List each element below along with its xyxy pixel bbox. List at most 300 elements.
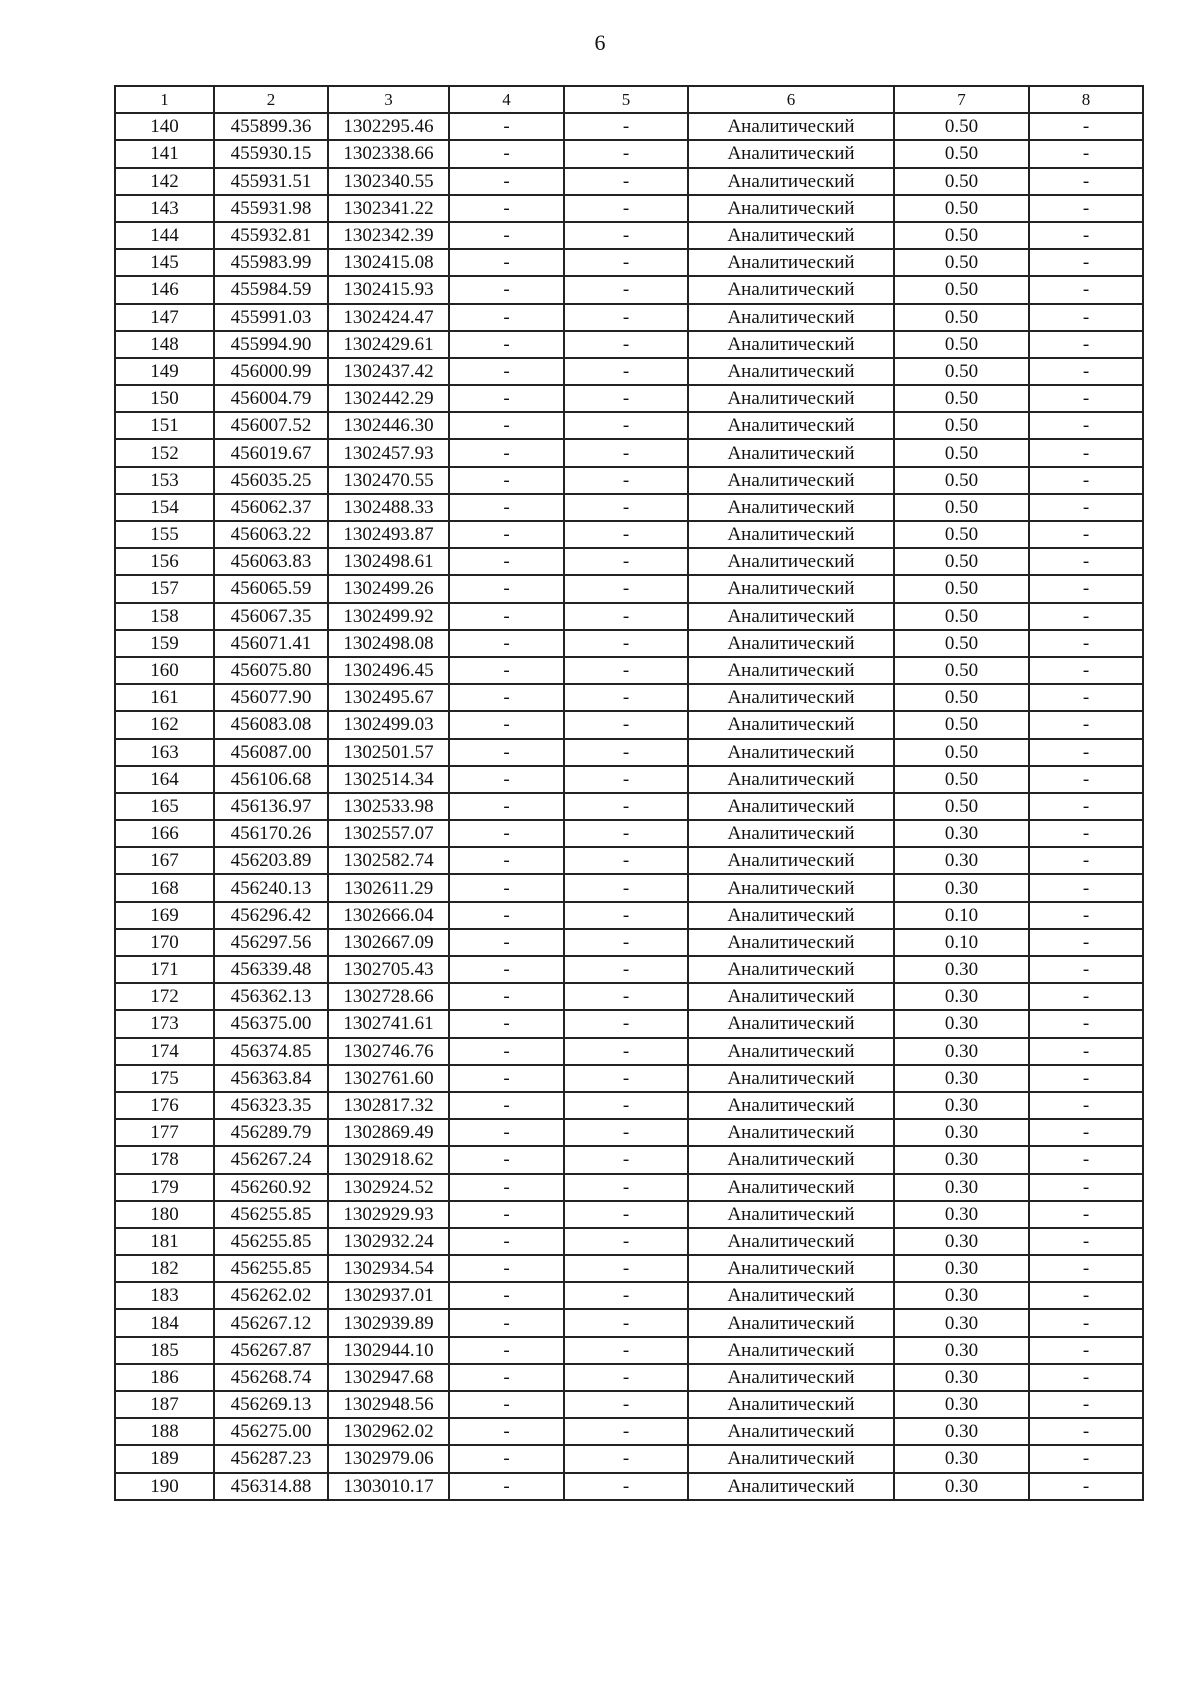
point-number-cell: 143 xyxy=(115,195,214,222)
col8-cell: - xyxy=(1029,1146,1143,1173)
table-row xyxy=(115,521,1143,548)
table-row xyxy=(115,711,1143,738)
point-number-cell: 158 xyxy=(115,603,214,630)
point-number-cell: 154 xyxy=(115,494,214,521)
y-coordinate-cell: 1302761.60 xyxy=(328,1065,449,1092)
col4-cell: - xyxy=(449,168,564,195)
accuracy-cell: 0.50 xyxy=(894,195,1029,222)
accuracy-cell: 0.30 xyxy=(894,1337,1029,1364)
method-cell: Аналитический xyxy=(688,1038,894,1065)
col4-cell: - xyxy=(449,1445,564,1472)
y-coordinate-cell: 1302457.93 xyxy=(328,439,449,466)
method-cell: Аналитический xyxy=(688,1092,894,1119)
point-number-cell: 172 xyxy=(115,983,214,1010)
col8-cell: - xyxy=(1029,168,1143,195)
y-coordinate-cell: 1302499.92 xyxy=(328,603,449,630)
col8-cell: - xyxy=(1029,956,1143,983)
x-coordinate-cell: 456268.74 xyxy=(214,1364,328,1391)
col4-cell: - xyxy=(449,1228,564,1255)
point-number-cell: 183 xyxy=(115,1282,214,1309)
table-row xyxy=(115,1391,1143,1418)
accuracy-cell: 0.50 xyxy=(894,766,1029,793)
accuracy-cell: 0.30 xyxy=(894,874,1029,901)
y-coordinate-cell: 1303010.17 xyxy=(328,1473,449,1500)
accuracy-cell: 0.30 xyxy=(894,956,1029,983)
x-coordinate-cell: 456106.68 xyxy=(214,766,328,793)
method-cell: Аналитический xyxy=(688,766,894,793)
x-coordinate-cell: 456170.26 xyxy=(214,820,328,847)
point-number-cell: 153 xyxy=(115,467,214,494)
point-number-cell: 190 xyxy=(115,1473,214,1500)
accuracy-cell: 0.50 xyxy=(894,412,1029,439)
method-cell: Аналитический xyxy=(688,140,894,167)
col5-cell: - xyxy=(564,1364,688,1391)
col5-cell: - xyxy=(564,1473,688,1500)
table-row xyxy=(115,1337,1143,1364)
col4-cell: - xyxy=(449,467,564,494)
col5-cell: - xyxy=(564,766,688,793)
col4-cell: - xyxy=(449,983,564,1010)
col4-cell: - xyxy=(449,1282,564,1309)
col5-cell: - xyxy=(564,1010,688,1037)
point-number-cell: 178 xyxy=(115,1146,214,1173)
col4-cell: - xyxy=(449,1092,564,1119)
accuracy-cell: 0.30 xyxy=(894,1391,1029,1418)
y-coordinate-cell: 1302501.57 xyxy=(328,739,449,766)
col5-cell: - xyxy=(564,358,688,385)
point-number-cell: 189 xyxy=(115,1445,214,1472)
col5-cell: - xyxy=(564,1445,688,1472)
col8-cell: - xyxy=(1029,1418,1143,1445)
x-coordinate-cell: 456000.99 xyxy=(214,358,328,385)
table-row xyxy=(115,1445,1143,1472)
table-row xyxy=(115,358,1143,385)
point-number-cell: 148 xyxy=(115,331,214,358)
column-header-7: 7 xyxy=(894,86,1029,113)
point-number-cell: 180 xyxy=(115,1201,214,1228)
col5-cell: - xyxy=(564,711,688,738)
col8-cell: - xyxy=(1029,195,1143,222)
method-cell: Аналитический xyxy=(688,1418,894,1445)
table-row xyxy=(115,739,1143,766)
col8-cell: - xyxy=(1029,1255,1143,1282)
method-cell: Аналитический xyxy=(688,684,894,711)
col4-cell: - xyxy=(449,902,564,929)
col5-cell: - xyxy=(564,1309,688,1336)
col5-cell: - xyxy=(564,603,688,630)
x-coordinate-cell: 456077.90 xyxy=(214,684,328,711)
method-cell: Аналитический xyxy=(688,521,894,548)
x-coordinate-cell: 456267.12 xyxy=(214,1309,328,1336)
accuracy-cell: 0.50 xyxy=(894,711,1029,738)
col4-cell: - xyxy=(449,766,564,793)
x-coordinate-cell: 456260.92 xyxy=(214,1174,328,1201)
point-number-cell: 159 xyxy=(115,630,214,657)
col5-cell: - xyxy=(564,1174,688,1201)
col8-cell: - xyxy=(1029,766,1143,793)
point-number-cell: 144 xyxy=(115,222,214,249)
method-cell: Аналитический xyxy=(688,1309,894,1336)
x-coordinate-cell: 455983.99 xyxy=(214,249,328,276)
x-coordinate-cell: 456075.80 xyxy=(214,657,328,684)
col5-cell: - xyxy=(564,548,688,575)
point-number-cell: 141 xyxy=(115,140,214,167)
method-cell: Аналитический xyxy=(688,657,894,684)
col8-cell: - xyxy=(1029,304,1143,331)
column-header-5: 5 xyxy=(564,86,688,113)
col4-cell: - xyxy=(449,1201,564,1228)
col8-cell: - xyxy=(1029,1228,1143,1255)
method-cell: Аналитический xyxy=(688,195,894,222)
x-coordinate-cell: 456067.35 xyxy=(214,603,328,630)
col4-cell: - xyxy=(449,603,564,630)
table-row xyxy=(115,1174,1143,1201)
y-coordinate-cell: 1302340.55 xyxy=(328,168,449,195)
col4-cell: - xyxy=(449,847,564,874)
col5-cell: - xyxy=(564,439,688,466)
y-coordinate-cell: 1302295.46 xyxy=(328,113,449,140)
col4-cell: - xyxy=(449,1473,564,1500)
col8-cell: - xyxy=(1029,358,1143,385)
x-coordinate-cell: 455994.90 xyxy=(214,331,328,358)
y-coordinate-cell: 1302746.76 xyxy=(328,1038,449,1065)
x-coordinate-cell: 456063.22 xyxy=(214,521,328,548)
col8-cell: - xyxy=(1029,113,1143,140)
x-coordinate-cell: 456262.02 xyxy=(214,1282,328,1309)
col5-cell: - xyxy=(564,929,688,956)
accuracy-cell: 0.50 xyxy=(894,630,1029,657)
method-cell: Аналитический xyxy=(688,494,894,521)
point-number-cell: 162 xyxy=(115,711,214,738)
y-coordinate-cell: 1302924.52 xyxy=(328,1174,449,1201)
col4-cell: - xyxy=(449,1255,564,1282)
y-coordinate-cell: 1302470.55 xyxy=(328,467,449,494)
col5-cell: - xyxy=(564,412,688,439)
accuracy-cell: 0.30 xyxy=(894,1228,1029,1255)
point-number-cell: 160 xyxy=(115,657,214,684)
col5-cell: - xyxy=(564,1255,688,1282)
method-cell: Аналитический xyxy=(688,412,894,439)
col5-cell: - xyxy=(564,385,688,412)
col4-cell: - xyxy=(449,222,564,249)
col8-cell: - xyxy=(1029,630,1143,657)
col5-cell: - xyxy=(564,195,688,222)
col4-cell: - xyxy=(449,304,564,331)
coordinate-table xyxy=(114,85,1144,1501)
method-cell: Аналитический xyxy=(688,793,894,820)
column-header-1: 1 xyxy=(115,86,214,113)
y-coordinate-cell: 1302415.93 xyxy=(328,276,449,303)
col5-cell: - xyxy=(564,1418,688,1445)
x-coordinate-cell: 456203.89 xyxy=(214,847,328,874)
accuracy-cell: 0.30 xyxy=(894,847,1029,874)
table-row xyxy=(115,657,1143,684)
point-number-cell: 147 xyxy=(115,304,214,331)
y-coordinate-cell: 1302728.66 xyxy=(328,983,449,1010)
method-cell: Аналитический xyxy=(688,603,894,630)
col5-cell: - xyxy=(564,902,688,929)
col4-cell: - xyxy=(449,820,564,847)
point-number-cell: 152 xyxy=(115,439,214,466)
point-number-cell: 181 xyxy=(115,1228,214,1255)
col8-cell: - xyxy=(1029,739,1143,766)
y-coordinate-cell: 1302666.04 xyxy=(328,902,449,929)
accuracy-cell: 0.50 xyxy=(894,548,1029,575)
col5-cell: - xyxy=(564,1038,688,1065)
method-cell: Аналитический xyxy=(688,1201,894,1228)
method-cell: Аналитический xyxy=(688,874,894,901)
y-coordinate-cell: 1302741.61 xyxy=(328,1010,449,1037)
col8-cell: - xyxy=(1029,521,1143,548)
table-row xyxy=(115,793,1143,820)
col5-cell: - xyxy=(564,1201,688,1228)
col5-cell: - xyxy=(564,1282,688,1309)
col8-cell: - xyxy=(1029,1309,1143,1336)
accuracy-cell: 0.30 xyxy=(894,820,1029,847)
method-cell: Аналитический xyxy=(688,1364,894,1391)
y-coordinate-cell: 1302342.39 xyxy=(328,222,449,249)
col5-cell: - xyxy=(564,847,688,874)
table-row xyxy=(115,929,1143,956)
col5-cell: - xyxy=(564,739,688,766)
col4-cell: - xyxy=(449,331,564,358)
col4-cell: - xyxy=(449,1038,564,1065)
point-number-cell: 188 xyxy=(115,1418,214,1445)
method-cell: Аналитический xyxy=(688,1391,894,1418)
col5-cell: - xyxy=(564,657,688,684)
x-coordinate-cell: 456255.85 xyxy=(214,1228,328,1255)
col5-cell: - xyxy=(564,1065,688,1092)
accuracy-cell: 0.30 xyxy=(894,1309,1029,1336)
point-number-cell: 174 xyxy=(115,1038,214,1065)
column-header-4: 4 xyxy=(449,86,564,113)
col5-cell: - xyxy=(564,276,688,303)
point-number-cell: 151 xyxy=(115,412,214,439)
point-number-cell: 186 xyxy=(115,1364,214,1391)
col4-cell: - xyxy=(449,385,564,412)
col8-cell: - xyxy=(1029,548,1143,575)
col4-cell: - xyxy=(449,793,564,820)
table-row xyxy=(115,874,1143,901)
table-row xyxy=(115,1364,1143,1391)
accuracy-cell: 0.50 xyxy=(894,222,1029,249)
point-number-cell: 145 xyxy=(115,249,214,276)
point-number-cell: 184 xyxy=(115,1309,214,1336)
y-coordinate-cell: 1302495.67 xyxy=(328,684,449,711)
x-coordinate-cell: 456375.00 xyxy=(214,1010,328,1037)
y-coordinate-cell: 1302424.47 xyxy=(328,304,449,331)
table-row xyxy=(115,1255,1143,1282)
y-coordinate-cell: 1302496.45 xyxy=(328,657,449,684)
y-coordinate-cell: 1302341.22 xyxy=(328,195,449,222)
y-coordinate-cell: 1302499.26 xyxy=(328,575,449,602)
y-coordinate-cell: 1302498.61 xyxy=(328,548,449,575)
col8-cell: - xyxy=(1029,249,1143,276)
method-cell: Аналитический xyxy=(688,1119,894,1146)
point-number-cell: 168 xyxy=(115,874,214,901)
accuracy-cell: 0.30 xyxy=(894,1038,1029,1065)
col8-cell: - xyxy=(1029,222,1143,249)
col8-cell: - xyxy=(1029,1038,1143,1065)
table-row xyxy=(115,1309,1143,1336)
x-coordinate-cell: 456035.25 xyxy=(214,467,328,494)
accuracy-cell: 0.50 xyxy=(894,113,1029,140)
col8-cell: - xyxy=(1029,847,1143,874)
method-cell: Аналитический xyxy=(688,304,894,331)
x-coordinate-cell: 455932.81 xyxy=(214,222,328,249)
point-number-cell: 142 xyxy=(115,168,214,195)
y-coordinate-cell: 1302979.06 xyxy=(328,1445,449,1472)
x-coordinate-cell: 455931.51 xyxy=(214,168,328,195)
table-row xyxy=(115,439,1143,466)
point-number-cell: 146 xyxy=(115,276,214,303)
col5-cell: - xyxy=(564,1391,688,1418)
y-coordinate-cell: 1302488.33 xyxy=(328,494,449,521)
col4-cell: - xyxy=(449,956,564,983)
accuracy-cell: 0.50 xyxy=(894,304,1029,331)
method-cell: Аналитический xyxy=(688,222,894,249)
col8-cell: - xyxy=(1029,276,1143,303)
y-coordinate-cell: 1302962.02 xyxy=(328,1418,449,1445)
x-coordinate-cell: 456004.79 xyxy=(214,385,328,412)
col8-cell: - xyxy=(1029,983,1143,1010)
column-header-8: 8 xyxy=(1029,86,1143,113)
method-cell: Аналитический xyxy=(688,1174,894,1201)
method-cell: Аналитический xyxy=(688,467,894,494)
table-row xyxy=(115,603,1143,630)
x-coordinate-cell: 456007.52 xyxy=(214,412,328,439)
y-coordinate-cell: 1302937.01 xyxy=(328,1282,449,1309)
x-coordinate-cell: 455899.36 xyxy=(214,113,328,140)
col4-cell: - xyxy=(449,113,564,140)
col4-cell: - xyxy=(449,276,564,303)
point-number-cell: 179 xyxy=(115,1174,214,1201)
point-number-cell: 177 xyxy=(115,1119,214,1146)
point-number-cell: 161 xyxy=(115,684,214,711)
method-cell: Аналитический xyxy=(688,1010,894,1037)
table-row xyxy=(115,113,1143,140)
table-row xyxy=(115,1010,1143,1037)
table-row xyxy=(115,168,1143,195)
accuracy-cell: 0.50 xyxy=(894,494,1029,521)
col4-cell: - xyxy=(449,929,564,956)
col4-cell: - xyxy=(449,1119,564,1146)
table-row xyxy=(115,249,1143,276)
col8-cell: - xyxy=(1029,657,1143,684)
x-coordinate-cell: 456065.59 xyxy=(214,575,328,602)
method-cell: Аналитический xyxy=(688,902,894,929)
col5-cell: - xyxy=(564,304,688,331)
col5-cell: - xyxy=(564,575,688,602)
method-cell: Аналитический xyxy=(688,113,894,140)
col5-cell: - xyxy=(564,168,688,195)
column-header-3: 3 xyxy=(328,86,449,113)
x-coordinate-cell: 456240.13 xyxy=(214,874,328,901)
y-coordinate-cell: 1302437.42 xyxy=(328,358,449,385)
col5-cell: - xyxy=(564,331,688,358)
point-number-cell: 170 xyxy=(115,929,214,956)
accuracy-cell: 0.50 xyxy=(894,331,1029,358)
col4-cell: - xyxy=(449,358,564,385)
method-cell: Аналитический xyxy=(688,358,894,385)
point-number-cell: 166 xyxy=(115,820,214,847)
col8-cell: - xyxy=(1029,1391,1143,1418)
column-header-6: 6 xyxy=(688,86,894,113)
table-row xyxy=(115,385,1143,412)
col4-cell: - xyxy=(449,874,564,901)
col4-cell: - xyxy=(449,684,564,711)
table-row xyxy=(115,222,1143,249)
x-coordinate-cell: 456289.79 xyxy=(214,1119,328,1146)
accuracy-cell: 0.30 xyxy=(894,1010,1029,1037)
method-cell: Аналитический xyxy=(688,1337,894,1364)
col5-cell: - xyxy=(564,956,688,983)
point-number-cell: 167 xyxy=(115,847,214,874)
accuracy-cell: 0.50 xyxy=(894,168,1029,195)
x-coordinate-cell: 456275.00 xyxy=(214,1418,328,1445)
col8-cell: - xyxy=(1029,1364,1143,1391)
col4-cell: - xyxy=(449,249,564,276)
col5-cell: - xyxy=(564,983,688,1010)
col5-cell: - xyxy=(564,1337,688,1364)
y-coordinate-cell: 1302557.07 xyxy=(328,820,449,847)
accuracy-cell: 0.50 xyxy=(894,684,1029,711)
accuracy-cell: 0.50 xyxy=(894,603,1029,630)
table-row xyxy=(115,684,1143,711)
method-cell: Аналитический xyxy=(688,249,894,276)
table-row xyxy=(115,304,1143,331)
method-cell: Аналитический xyxy=(688,1146,894,1173)
y-coordinate-cell: 1302533.98 xyxy=(328,793,449,820)
col5-cell: - xyxy=(564,494,688,521)
table-row xyxy=(115,276,1143,303)
col4-cell: - xyxy=(449,548,564,575)
accuracy-cell: 0.30 xyxy=(894,1418,1029,1445)
table-row xyxy=(115,902,1143,929)
col5-cell: - xyxy=(564,630,688,657)
method-cell: Аналитический xyxy=(688,711,894,738)
x-coordinate-cell: 456083.08 xyxy=(214,711,328,738)
table-row xyxy=(115,1119,1143,1146)
col4-cell: - xyxy=(449,1174,564,1201)
col4-cell: - xyxy=(449,1337,564,1364)
y-coordinate-cell: 1302932.24 xyxy=(328,1228,449,1255)
method-cell: Аналитический xyxy=(688,1282,894,1309)
accuracy-cell: 0.30 xyxy=(894,1092,1029,1119)
x-coordinate-cell: 456019.67 xyxy=(214,439,328,466)
table-row xyxy=(115,195,1143,222)
table-row xyxy=(115,575,1143,602)
method-cell: Аналитический xyxy=(688,630,894,657)
col8-cell: - xyxy=(1029,439,1143,466)
accuracy-cell: 0.50 xyxy=(894,575,1029,602)
table-row xyxy=(115,1473,1143,1500)
col4-cell: - xyxy=(449,140,564,167)
col8-cell: - xyxy=(1029,331,1143,358)
col8-cell: - xyxy=(1029,874,1143,901)
table-row xyxy=(115,630,1143,657)
col8-cell: - xyxy=(1029,1174,1143,1201)
point-number-cell: 150 xyxy=(115,385,214,412)
header-row xyxy=(115,86,1143,113)
table-row xyxy=(115,1228,1143,1255)
page-number: 6 xyxy=(594,30,606,55)
x-coordinate-cell: 456296.42 xyxy=(214,902,328,929)
x-coordinate-cell: 455930.15 xyxy=(214,140,328,167)
col8-cell: - xyxy=(1029,1010,1143,1037)
x-coordinate-cell: 456062.37 xyxy=(214,494,328,521)
col8-cell: - xyxy=(1029,603,1143,630)
